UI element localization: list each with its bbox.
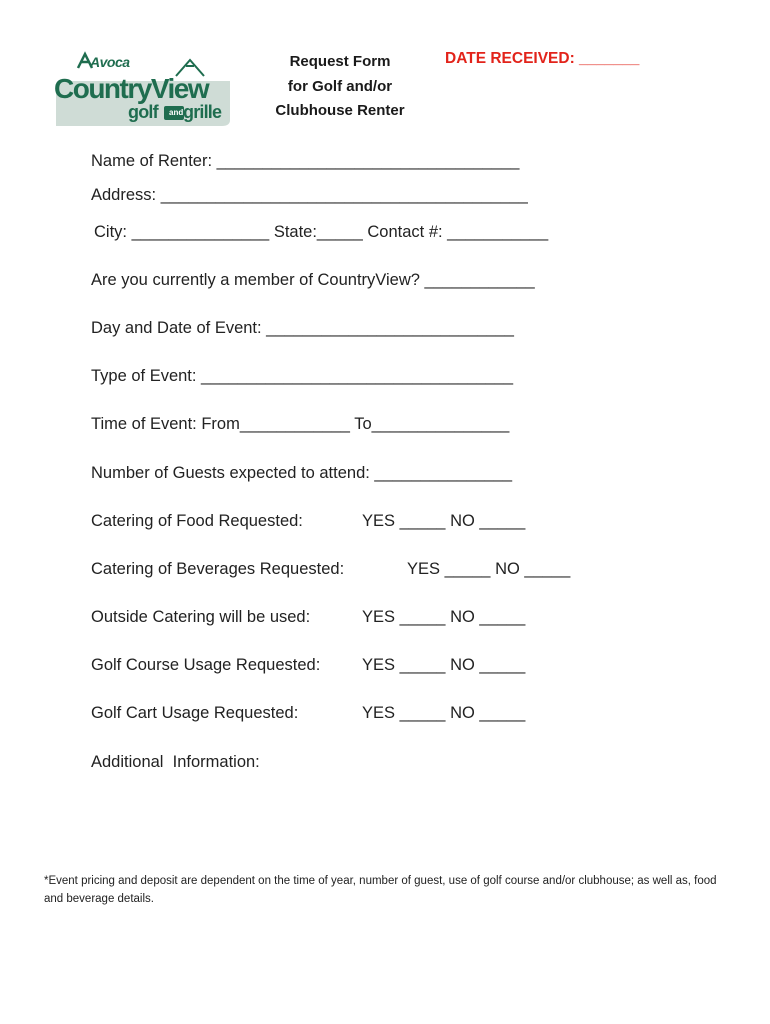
logo-countryview-text: CountryView xyxy=(54,73,209,104)
form-title-line-2: for Golf and/or xyxy=(287,77,393,95)
beverage-catering-label: Catering of Beverages Requested: xyxy=(91,560,345,578)
golf-cart-usage-label: Golf Cart Usage Requested: xyxy=(91,704,299,722)
logo-and-text: and xyxy=(169,108,184,117)
member-question-field[interactable]: Are you currently a member of CountryView? ____________ xyxy=(91,271,535,289)
guest-count-field[interactable]: Number of Guests expected to attend: _______________ xyxy=(91,464,513,482)
golf-cart-usage-yes-no[interactable]: YES _____ NO _____ xyxy=(362,704,526,722)
form-title xyxy=(250,50,430,124)
logo-avoca-text: Avoca xyxy=(90,54,130,70)
event-day-date-field[interactable]: Day and Date of Event: ___________________________ xyxy=(91,319,514,337)
logo-golf-text: golf xyxy=(128,102,158,122)
date-received-field[interactable]: DATE RECEIVED: _______ xyxy=(445,50,640,67)
address-field[interactable]: Address: ________________________________________ xyxy=(91,186,528,204)
beverage-catering-yes-no[interactable]: YES _____ NO _____ xyxy=(407,560,571,578)
golf-course-usage-yes-no[interactable]: YES _____ NO _____ xyxy=(362,656,526,674)
outside-catering-yes-no[interactable]: YES _____ NO _____ xyxy=(362,608,526,626)
country-view-logo xyxy=(50,48,235,128)
golf-course-usage-label: Golf Course Usage Requested: xyxy=(91,656,321,674)
event-type-field[interactable]: Type of Event: __________________________________ xyxy=(91,367,514,385)
renter-name-field[interactable]: Name of Renter: _________________________________ xyxy=(91,152,520,170)
form-title-line-3: Clubhouse Renter xyxy=(275,102,405,119)
food-catering-label: Catering of Food Requested: xyxy=(91,512,303,530)
city-state-contact-field[interactable]: City: _______________ State:_____ Contact #: ___________ xyxy=(94,223,549,241)
form-title-line-1: Request Form xyxy=(289,53,391,70)
food-catering-yes-no[interactable]: YES _____ NO _____ xyxy=(362,512,526,530)
pricing-footnote: *Event pricing and deposit are dependent on the time of year, number of guest, use of golf course and/or clubhouse; as well as, food and beverage details. xyxy=(44,875,717,905)
outside-catering-label: Outside Catering will be used: xyxy=(91,608,311,626)
logo-grille-text: grille xyxy=(183,102,222,122)
additional-information-label: Additional Information: xyxy=(91,753,260,771)
event-time-field[interactable]: Time of Event: From____________ To_______________ xyxy=(91,415,510,433)
